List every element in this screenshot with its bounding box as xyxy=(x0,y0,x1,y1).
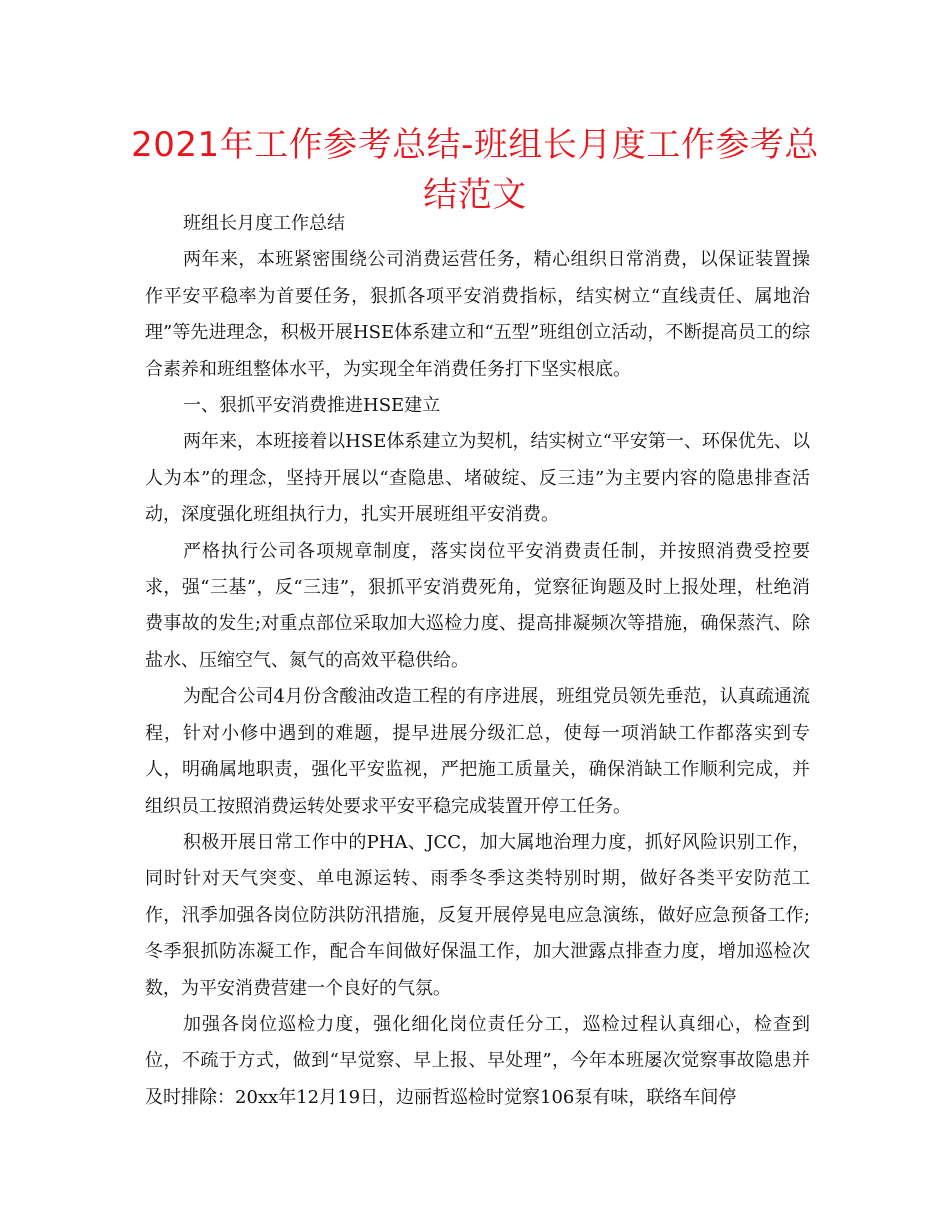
document-body xyxy=(145,206,810,1116)
document-title: 2021年工作参考总结-班组长月度工作参考总结范文 xyxy=(131,125,819,215)
body-paragraph: 两年来，本班接着以HSE体系建立为契机，结实树立“平安第一、环保优先、以人为本”的理念，坚持开展以“查隐患、堵破绽、反三违”为主要内容的隐患排查活动，深度强化班组执行力，扎实开展班组平安消费。 xyxy=(145,431,810,526)
body-paragraph: 两年来，本班紧密围绕公司消费运营任务，精心组织日常消费，以保证装置操作平安平稳率为首要任务，狠抓各项平安消费指标，结实树立“直线责任、属地治理”等先进理念，积极开展HSE体系建立和“五型”班组创立活动，不断提高员工的综合素养和班组整体水平，为实现全年消费任务打下坚实根底。 xyxy=(145,249,810,380)
section-heading: 班组长月度工作总结 xyxy=(183,213,345,234)
body-paragraph: 加强各岗位巡检力度，强化细化岗位责任分工，巡检过程认真细心，检查到位，不疏于方式，做到“早觉察、早上报、早处理”，今年本班屡次觉察事故隐患并及时排除：20xx年12月19日，边丽哲巡检时觉察106泵有味，联络车间停 xyxy=(145,1013,810,1108)
body-paragraph: 积极开展日常工作中的PHA、JCC，加大属地治理力度，抓好风险识别工作，同时针对天气突变、单电源运转、雨季冬季这类特别时期，做好各类平安防范工作，汛季加强各岗位防洪防汛措施，反复开展停晃电应急演练，做好应急预备工作;冬季狠抓防冻凝工作，配合车间做好保温工作，加大泄露点排查力度，增加巡检次数，为平安消费营建一个良好的气氛。 xyxy=(145,831,810,999)
body-paragraph: 严格执行公司各项规章制度，落实岗位平安消费责任制，并按照消费受控要求，强“三基”，反“三违”，狠抓平安消费死角，觉察征询题及时上报处理，杜绝消费事故的发生;对重点部位采取加大巡检力度、提高排凝频次等措施，确保蒸汽、除盐水、压缩空气、氮气的高效平稳供给。 xyxy=(145,540,810,671)
body-paragraph: 为配合公司4月份含酸油改造工程的有序进展，班组党员领先垂范，认真疏通流程，针对小修中遇到的难题，提早进展分级汇总，使每一项消缺工作都落实到专人，明确属地职责，强化平安监视，严把施工质量关，确保消缺工作顺利完成，并组织员工按照消费运转处要求平安平稳完成装置开停工任务。 xyxy=(145,686,810,817)
section-heading: 一、狠抓平安消费推进HSE建立 xyxy=(183,395,441,417)
